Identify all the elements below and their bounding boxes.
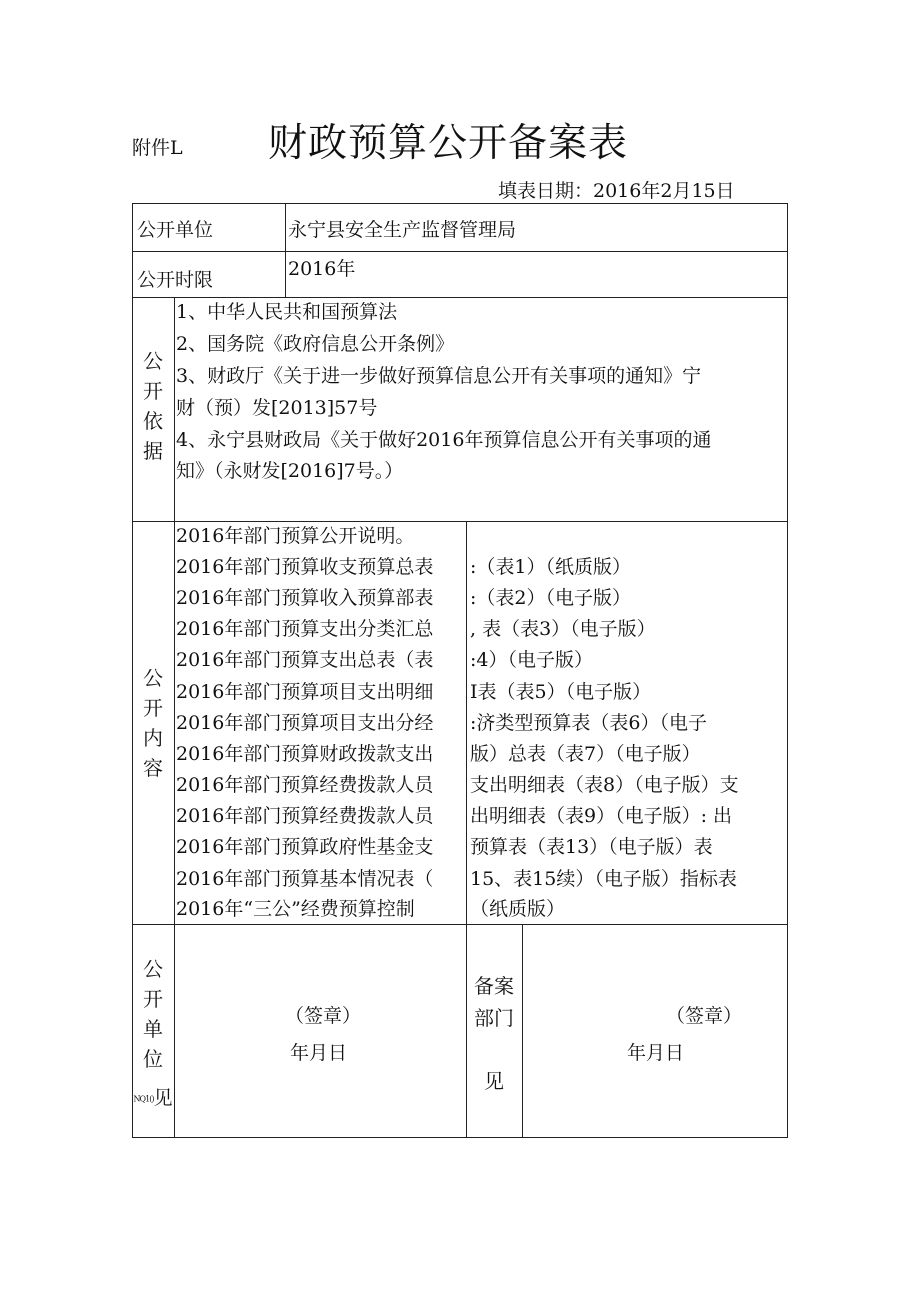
content-right-line: :4）（电子版） bbox=[470, 649, 593, 671]
content-right-line: （纸质版） bbox=[470, 898, 566, 920]
content-left-line: 2016年部门预算公开说明。 bbox=[176, 525, 415, 547]
content-left-line: 2016年部门预算政府性基金支 bbox=[176, 836, 434, 858]
right-date: 年月日 bbox=[627, 1042, 685, 1064]
content-left-line: 2016年部门预算基本情况表（ bbox=[176, 868, 434, 890]
grid-line bbox=[132, 924, 788, 925]
grid-line bbox=[466, 521, 467, 1138]
content-label bbox=[138, 663, 168, 783]
right-seal: （签章） bbox=[666, 1005, 743, 1027]
grid-line bbox=[132, 203, 788, 204]
left-date: 年月日 bbox=[290, 1042, 348, 1064]
content-left-line: 2016年“三公”经费预算控制 bbox=[176, 898, 415, 920]
label-char: 开 bbox=[143, 987, 163, 1011]
grid-line bbox=[285, 203, 286, 298]
label-char: 容 bbox=[143, 756, 163, 780]
content-left-line: 2016年部门预算经费拨款人员 bbox=[176, 774, 434, 796]
label-char: 公 bbox=[143, 349, 163, 373]
content-right-line: :（表1）（纸质版） bbox=[470, 556, 631, 578]
label-char: 依 bbox=[143, 409, 163, 433]
content-right-line: 15、表15续）（电子版）指标表 bbox=[470, 868, 737, 890]
content-right-line: 版）总表（表7）（电子版） bbox=[470, 743, 701, 765]
unit-value: 永宁县安全生产监督管理局 bbox=[288, 219, 517, 241]
content-right-line: 出明细表（表9）（电子版）: 出 bbox=[470, 805, 733, 827]
content-left-line: 2016年部门预算支出分类汇总 bbox=[176, 618, 434, 640]
content-right-line: :（表2）（电子版） bbox=[470, 587, 631, 609]
content-right-line: , 表（表3）（电子版） bbox=[470, 618, 656, 640]
label-char: 公 bbox=[143, 957, 163, 981]
label-char: 单 bbox=[143, 1017, 163, 1041]
basis-line: 知》（永财发[2016]7号。） bbox=[176, 460, 404, 482]
basis-line: 4、永宁县财政局《关于做好2016年预算信息公开有关事项的通 bbox=[176, 429, 712, 451]
label-char: 公 bbox=[143, 666, 163, 690]
label-char: 据 bbox=[143, 439, 163, 463]
label-char: 位 bbox=[143, 1047, 163, 1071]
unit-label: 公开单位 bbox=[137, 219, 214, 241]
filing-label-line: 见 bbox=[484, 1069, 504, 1093]
period-label: 公开时限 bbox=[137, 269, 214, 291]
basis-label bbox=[138, 346, 168, 466]
attachment-label: 附件L bbox=[132, 137, 183, 159]
label-char: 开 bbox=[143, 379, 163, 403]
fill-date: 填表日期：2016年2月15日 bbox=[498, 180, 735, 202]
content-right-line: :济类型预算表（表6）（电子 bbox=[470, 712, 707, 734]
grid-line bbox=[174, 297, 175, 1138]
content-left-line: 2016年部门预算经费拨款人员 bbox=[176, 805, 434, 827]
basis-line: 2、国务院《政府信息公开条例》 bbox=[176, 333, 455, 355]
basis-line: 1、中华人民共和国预算法 bbox=[176, 301, 398, 323]
grid-line bbox=[132, 1137, 788, 1138]
content-left-line: 2016年部门预算财政拨款支出 bbox=[176, 743, 434, 765]
filing-label-line: 部门 bbox=[474, 1006, 514, 1030]
content-right-line: 预算表（表13）（电子版）表 bbox=[470, 836, 713, 858]
basis-line: 3、财政厅《关于进一步做好预算信息公开有关事项的通知》宁 bbox=[176, 365, 702, 387]
content-left-line: 2016年部门预算收入预算部表 bbox=[176, 587, 434, 609]
label-char: 内 bbox=[143, 726, 163, 750]
left-seal: （签章） bbox=[285, 1005, 362, 1027]
label-char: 开 bbox=[143, 696, 163, 720]
content-left-line: 2016年部门预算项目支出明细 bbox=[176, 681, 434, 703]
publishing-unit-label bbox=[138, 954, 168, 1074]
page-title: 财政预算公开备案表 bbox=[268, 121, 629, 166]
label-char: 见 bbox=[153, 1087, 173, 1109]
content-right-line: I表（表5）（电子版） bbox=[470, 681, 652, 703]
basis-line: 财（预）发[2013]57号 bbox=[176, 397, 378, 419]
content-right-line: 支出明细表（表8）（电子版）支 bbox=[470, 774, 739, 796]
tiny-mark: NQ1() bbox=[133, 1094, 154, 1104]
grid-line bbox=[132, 203, 133, 1138]
content-left-line: 2016年部门预算支出总表（表 bbox=[176, 649, 434, 671]
filing-label-line: 备案 bbox=[474, 974, 514, 998]
grid-line bbox=[787, 203, 788, 1138]
grid-line bbox=[132, 251, 788, 252]
publishing-unit-opinion bbox=[132, 1083, 174, 1110]
content-left-line: 2016年部门预算项目支出分经 bbox=[176, 712, 434, 734]
content-left-line: 2016年部门预算收支预算总表 bbox=[176, 556, 434, 578]
period-value: 2016年 bbox=[288, 258, 356, 280]
grid-line bbox=[522, 924, 523, 1138]
